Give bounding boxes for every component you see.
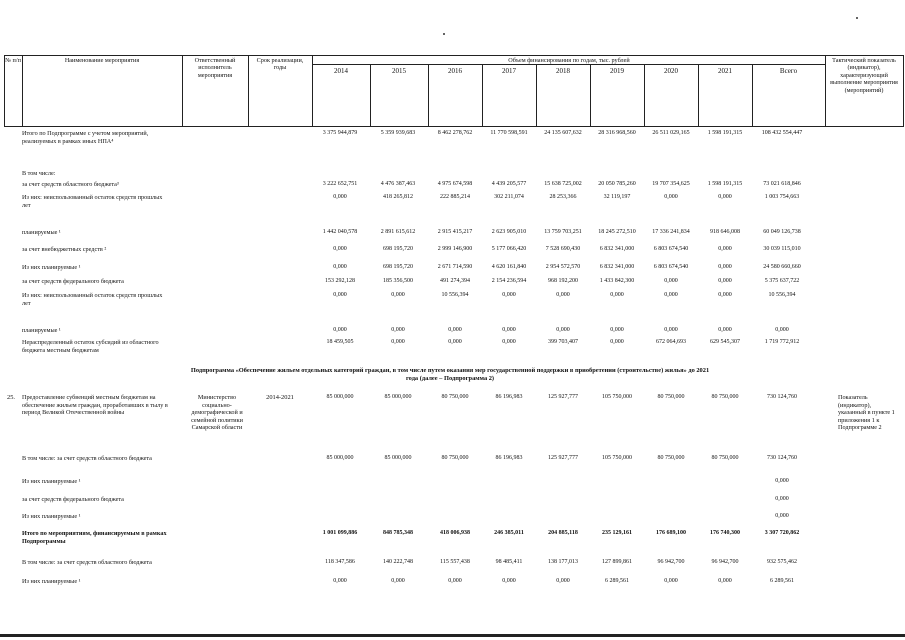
cell-value: 125 927,777 — [548, 394, 578, 400]
cell-value: 4 476 387,463 — [380, 181, 416, 187]
cell-value: 10 556,394 — [768, 292, 796, 298]
cell-value: 6 832 341,000 — [599, 246, 635, 252]
cell-value: 80 750,000 — [711, 394, 739, 400]
cell-value: 105 750,000 — [602, 394, 632, 400]
row-label: Из них планируемые ¹ — [22, 513, 81, 520]
cell-value: 0,000 — [502, 339, 516, 345]
row-label: планируемые ¹ — [22, 327, 61, 334]
header-top-line — [4, 55, 903, 56]
row-label: Из них: неиспользованный остаток средств прошлых лет — [22, 292, 163, 307]
row-label: за счет внебюджетных средств ² — [22, 246, 107, 253]
cell-value: 0,000 — [448, 578, 462, 584]
cell-value: 28 316 968,560 — [598, 130, 636, 136]
cell-value: 80 750,000 — [441, 394, 469, 400]
cell-value: 19 707 354,625 — [652, 181, 690, 187]
cell-value: 1 003 754,663 — [764, 194, 800, 200]
cell-value: 399 703,407 — [548, 339, 578, 345]
cell-value: 0,000 — [718, 194, 732, 200]
cell-value: 2 154 236,594 — [491, 278, 527, 284]
cell-value: 0,000 — [448, 327, 462, 333]
cell-value: 2 915 415,217 — [437, 229, 473, 235]
cell-value: 0,000 — [775, 327, 789, 333]
cell-value: 6 289,561 — [605, 578, 629, 584]
cell-value: 2 891 615,612 — [380, 229, 416, 235]
cell-value: 698 195,720 — [383, 264, 413, 270]
cell-value: 20 050 785,260 — [598, 181, 636, 187]
cell-value: 85 000,000 — [326, 455, 354, 461]
cell-value: 1 442 040,578 — [322, 229, 358, 235]
cell-value: 85 000,000 — [384, 394, 412, 400]
header-indicator: Тактический показатель (индикатор), характеризующий выполнение мероприятия (мероприятий) — [830, 57, 898, 94]
cell-value: 127 899,861 — [602, 559, 632, 565]
cell-value: 0,000 — [502, 327, 516, 333]
grid-line — [825, 55, 826, 127]
cell-value: 0,000 — [718, 292, 732, 298]
cell-value: 85 000,000 — [326, 394, 354, 400]
cell-value: 0,000 — [718, 578, 732, 584]
header-term: Срок реализации, годы — [256, 57, 304, 72]
cell-value: 7 528 690,430 — [545, 246, 581, 252]
cell-value: 86 196,983 — [495, 455, 523, 461]
cell-value: 0,000 — [333, 264, 347, 270]
cell-value: 11 770 598,591 — [490, 130, 528, 136]
cell-value: 0,000 — [718, 278, 732, 284]
cell-value: 125 927,777 — [548, 455, 578, 461]
cell-value: 0,000 — [502, 578, 516, 584]
cell-value: 302 211,074 — [494, 194, 524, 200]
cell-value: 0,000 — [718, 246, 732, 252]
cell-value: 0,000 — [556, 327, 570, 333]
row-label: В том числе: — [22, 170, 56, 177]
cell-value: 918 646,008 — [710, 229, 740, 235]
cell-value: 80 750,000 — [711, 455, 739, 461]
cell-value: 0,000 — [333, 292, 347, 298]
header-year: Всего — [779, 67, 798, 75]
cell-value: 115 557,438 — [440, 559, 470, 565]
item-responsible: Министерство социально-демографической и семейной политики Самарской области — [191, 394, 243, 432]
cell-value: 86 196,983 — [495, 394, 523, 400]
cell-value: 1 598 191,315 — [707, 181, 743, 187]
header-year: 2016 — [448, 67, 462, 75]
cell-value: 0,000 — [391, 292, 405, 298]
cell-value: 8 462 278,762 — [437, 130, 473, 136]
cell-value: 96 942,700 — [657, 559, 685, 565]
cell-value: 80 750,000 — [657, 394, 685, 400]
header-bottom-line — [4, 126, 903, 127]
cell-value: 3 375 944,879 — [322, 130, 358, 136]
cell-value: 6 289,561 — [770, 578, 794, 584]
cell-value: 0,000 — [391, 327, 405, 333]
cell-value: 153 292,128 — [325, 278, 355, 284]
cell-value: 85 000,000 — [384, 455, 412, 461]
cell-value: 6 803 674,540 — [653, 264, 689, 270]
cell-value: 0,000 — [448, 339, 462, 345]
cell-value: 0,000 — [775, 478, 789, 484]
cell-value: 0,000 — [664, 327, 678, 333]
cell-value: 246 385,011 — [494, 530, 524, 536]
cell-value: 96 942,700 — [711, 559, 739, 565]
row-label: за счет средств федерального бюджета — [22, 278, 124, 285]
cell-value: 0,000 — [502, 292, 516, 298]
row-label: Нераспределенный остаток субсидий из областного бюджета местным бюджетам — [22, 339, 159, 354]
header-num: № п/п — [5, 57, 21, 64]
cell-value: 73 021 618,846 — [763, 181, 801, 187]
scan-mark — [443, 33, 445, 35]
cell-value: 5 177 066,420 — [491, 246, 527, 252]
cell-value: 24 580 660,660 — [763, 264, 801, 270]
header-year: 2015 — [392, 67, 406, 75]
cell-value: 5 359 939,683 — [380, 130, 416, 136]
cell-value: 2 954 572,570 — [545, 264, 581, 270]
cell-value: 0,000 — [610, 339, 624, 345]
grid-line — [22, 55, 23, 127]
grid-line — [248, 55, 249, 127]
cell-value: 418 265,812 — [383, 194, 413, 200]
cell-value: 15 638 725,002 — [544, 181, 582, 187]
cell-value: 848 785,348 — [383, 530, 413, 536]
cell-value: 2 671 714,590 — [437, 264, 473, 270]
cell-value: 0,000 — [718, 264, 732, 270]
cell-value: 0,000 — [664, 578, 678, 584]
row-label: за счет средств областного бюджета³ — [22, 181, 119, 188]
grid-line — [4, 55, 5, 127]
cell-value: 24 135 607,632 — [544, 130, 582, 136]
cell-value: 4 620 161,840 — [491, 264, 527, 270]
cell-value: 0,000 — [775, 496, 789, 502]
cell-value: 6 803 674,540 — [653, 246, 689, 252]
cell-value: 0,000 — [664, 194, 678, 200]
row-label: планируемые ¹ — [22, 229, 61, 236]
cell-value: 0,000 — [333, 327, 347, 333]
cell-value: 491 274,394 — [440, 278, 470, 284]
cell-value: 0,000 — [556, 292, 570, 298]
header-funding: Объем финансирования по годам, тыс. рублей — [508, 57, 630, 64]
cell-value: 140 222,748 — [383, 559, 413, 565]
cell-value: 138 177,013 — [548, 559, 578, 565]
cell-value: 698 195,720 — [383, 246, 413, 252]
row-label: Из них: неиспользованный остаток средств прошлых лет — [22, 194, 163, 209]
cell-value: 5 375 637,722 — [764, 278, 800, 284]
cell-value: 108 432 554,447 — [761, 130, 803, 136]
cell-value: 6 832 341,000 — [599, 264, 635, 270]
cell-value: 0,000 — [333, 246, 347, 252]
cell-value: 80 750,000 — [441, 455, 469, 461]
cell-value: 672 064,693 — [656, 339, 686, 345]
cell-value: 0,000 — [556, 578, 570, 584]
cell-value: 932 575,462 — [767, 559, 797, 565]
header-responsible: Ответственный исполнитель мероприятия — [194, 57, 236, 79]
cell-value: 0,000 — [610, 327, 624, 333]
cell-value: 968 192,200 — [548, 278, 578, 284]
cell-value: 18 245 272,510 — [598, 229, 636, 235]
cell-value: 98 485,411 — [495, 559, 523, 565]
cell-value: 0,000 — [333, 578, 347, 584]
cell-value: 0,000 — [391, 339, 405, 345]
grid-line — [903, 55, 904, 127]
cell-value: 0,000 — [775, 513, 789, 519]
row-label: В том числе: за счет средств областного бюджета — [22, 559, 152, 566]
cell-value: 0,000 — [664, 278, 678, 284]
item-number: 25. — [7, 394, 15, 401]
cell-value: 418 006,938 — [440, 530, 470, 536]
cell-value: 1 433 842,300 — [599, 278, 635, 284]
cell-value: 10 556,394 — [441, 292, 469, 298]
cell-value: 1 001 099,886 — [322, 530, 358, 536]
scan-mark — [856, 17, 858, 19]
cell-value: 730 124,760 — [767, 394, 797, 400]
cell-value: 176 740,300 — [710, 530, 740, 536]
cell-value: 60 049 126,738 — [763, 229, 801, 235]
cell-value: 0,000 — [718, 327, 732, 333]
row-label: В том числе: за счет средств областного бюджета — [22, 455, 152, 462]
section-title: Подпрограмма «Обеспечение жильем отдельных категорий граждан, в том числе путем оказания мер государственной поддержки в приобретении (строительстве) жилья» до 2021 года (далее – Подпрограмма 2) — [190, 367, 710, 382]
cell-value: 0,000 — [391, 578, 405, 584]
cell-value: 176 689,100 — [656, 530, 686, 536]
cell-value: 0,000 — [333, 194, 347, 200]
header-year: 2020 — [664, 67, 678, 75]
grid-line — [312, 55, 313, 127]
cell-value: 32 119,197 — [603, 194, 631, 200]
item-term: 2014-2021 — [266, 394, 294, 401]
header-year: 2017 — [502, 67, 516, 75]
cell-value: 2 999 146,900 — [437, 246, 473, 252]
cell-value: 222 885,214 — [440, 194, 470, 200]
cell-value: 629 545,307 — [710, 339, 740, 345]
cell-value: 13 759 703,251 — [544, 229, 582, 235]
item-name: Предоставление субвенций местным бюджетам на обеспечение жильем граждан, проработавших в тылу в период Великой Отечественной войны — [22, 394, 168, 417]
cell-value: 105 750,000 — [602, 455, 632, 461]
cell-value: 18 459,505 — [326, 339, 354, 345]
cell-value: 1 598 191,315 — [707, 130, 743, 136]
cell-value: 235 129,161 — [602, 530, 632, 536]
header-year: 2018 — [556, 67, 570, 75]
header-year: 2014 — [334, 67, 348, 75]
cell-value: 185 356,500 — [383, 278, 413, 284]
cell-value: 0,000 — [610, 292, 624, 298]
cell-value: 28 253,366 — [549, 194, 577, 200]
row-label: Из них планируемые ¹ — [22, 578, 81, 585]
page-bottom-border — [0, 634, 905, 637]
cell-value: 730 124,760 — [767, 455, 797, 461]
cell-value: 2 623 905,010 — [491, 229, 527, 235]
cell-value: 17 336 241,834 — [652, 229, 690, 235]
row-label: Из них планируемые ¹ — [22, 478, 81, 485]
row-label: Итого по Подпрограмме с учетом мероприятий, реализуемых в рамках иных НПА⁴ — [22, 130, 149, 145]
cell-value: 1 719 772,912 — [764, 339, 800, 345]
row-label: Из них планируемые ¹ — [22, 264, 81, 271]
cell-value: 26 511 029,165 — [652, 130, 690, 136]
cell-value: 4 439 205,577 — [491, 181, 527, 187]
cell-value: 0,000 — [664, 292, 678, 298]
header-year: 2021 — [718, 67, 732, 75]
cell-value: 3 307 720,862 — [764, 530, 800, 536]
item-indicator: Показатель (индикатор), указанный в пункте 1 приложения 1 к Подпрограмме 2 — [838, 394, 895, 432]
cell-value: 4 975 674,598 — [437, 181, 473, 187]
grid-line — [182, 55, 183, 127]
cell-value: 118 347,586 — [325, 559, 355, 565]
row-label: Итого по мероприятиям, финансируемым в рамках Подпрограммы — [22, 530, 167, 545]
cell-value: 30 039 115,010 — [763, 246, 801, 252]
cell-value: 80 750,000 — [657, 455, 685, 461]
row-label: за счет средств федерального бюджета — [22, 496, 124, 503]
cell-value: 204 885,118 — [548, 530, 578, 536]
cell-value: 3 222 652,751 — [322, 181, 358, 187]
header-name: Наименование мероприятия — [64, 57, 140, 64]
header-year: 2019 — [610, 67, 624, 75]
